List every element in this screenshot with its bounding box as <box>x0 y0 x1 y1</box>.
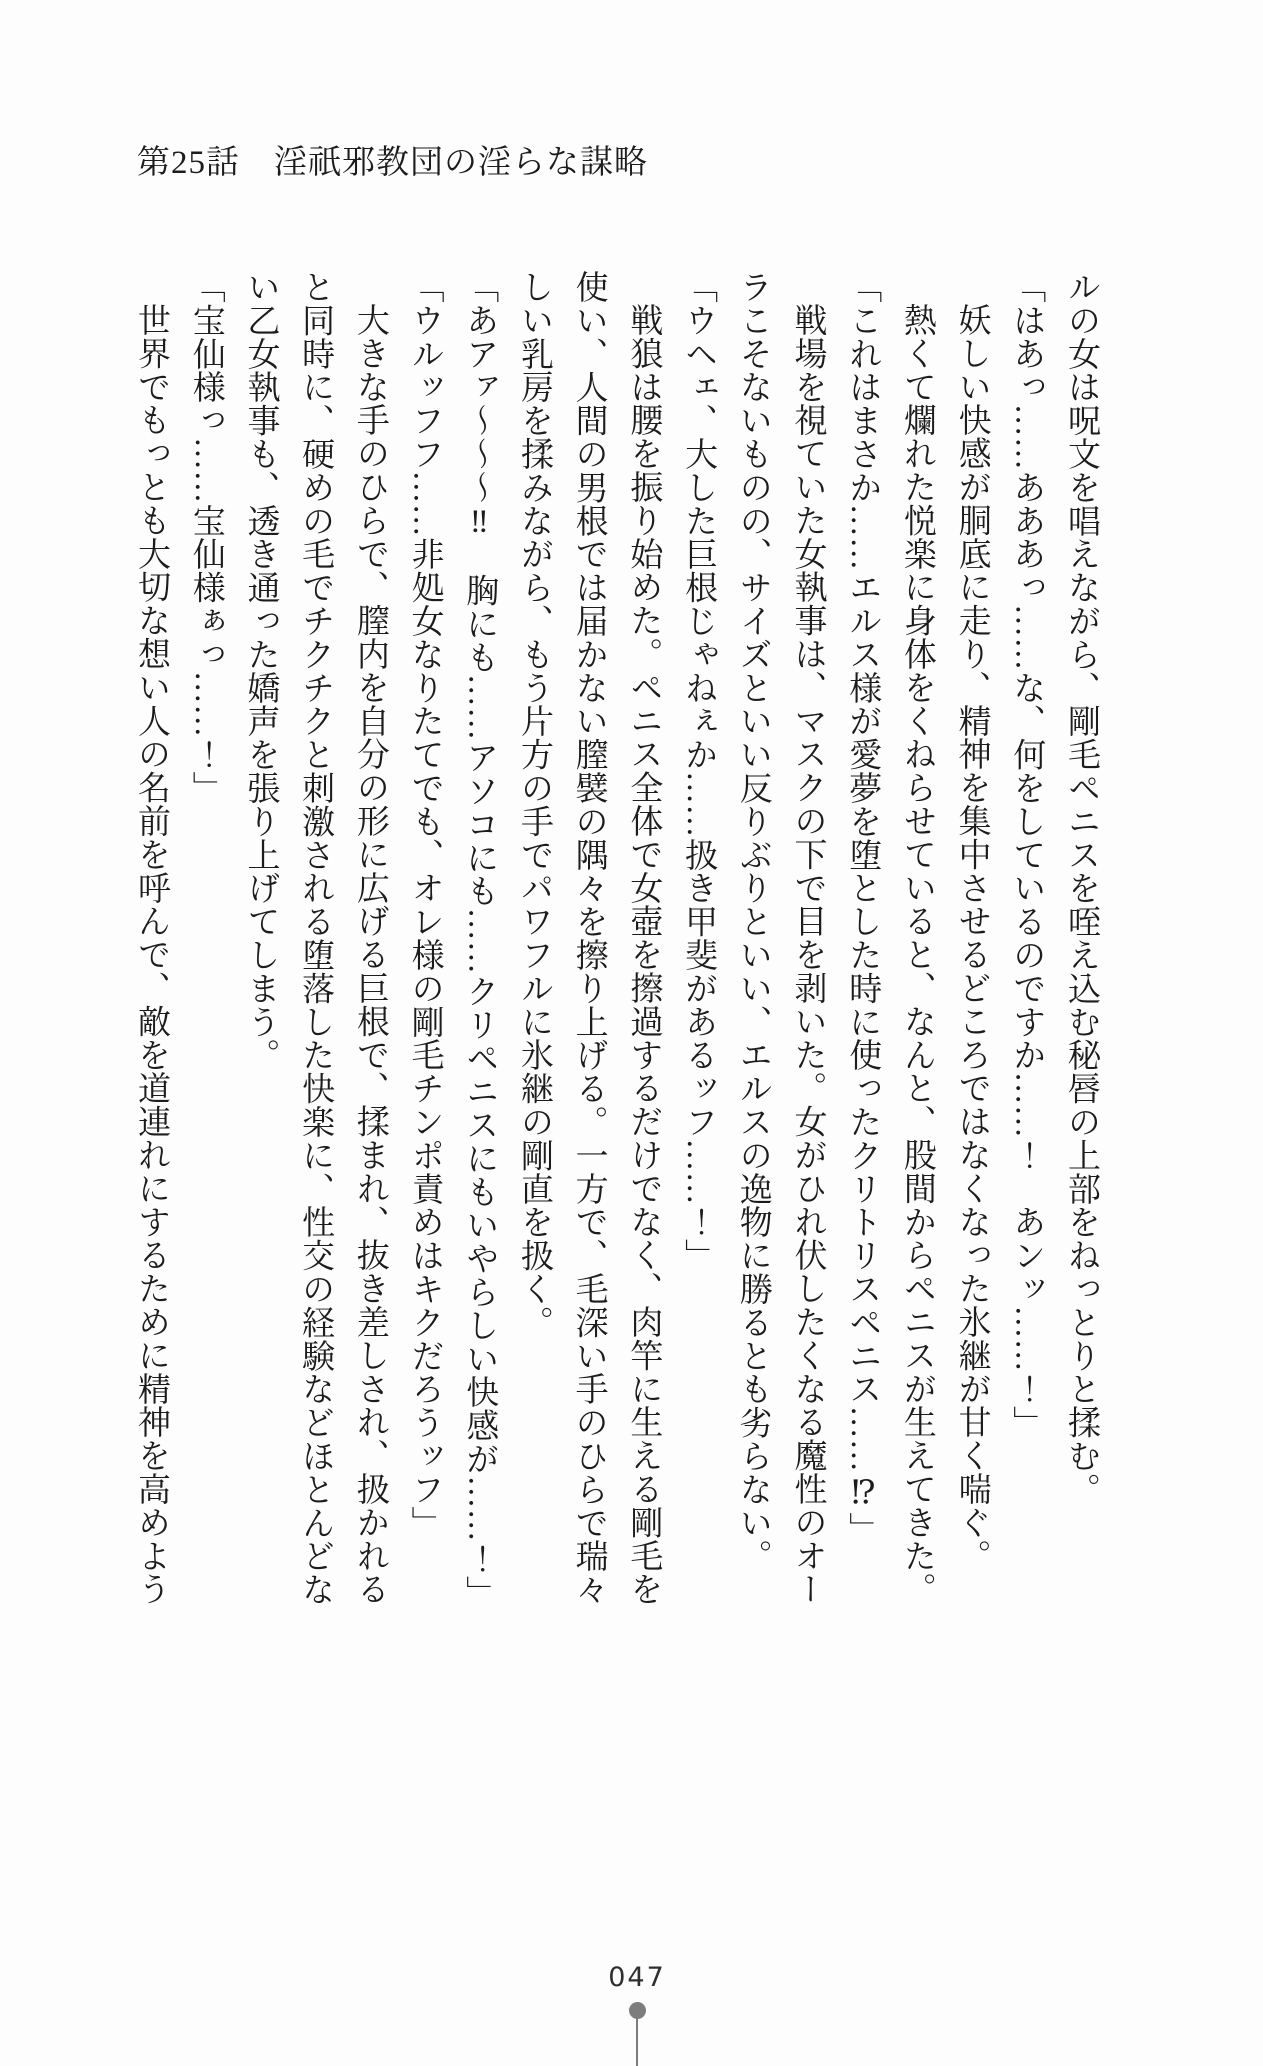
text-column: ラこそないものの、サイズといい反りぶりといい、エルスの逸物に勝るとも劣らない。 <box>734 270 771 1573</box>
text-column: い乙女執事も、透き通った嬌声を張り上げてしまう。 <box>242 270 279 1072</box>
chapter-heading: 第25話 淫祇邪教団の淫らな謀略 <box>137 145 648 181</box>
text-column: 世界でもっとも大切な想い人の名前を呼んで、敵を道連れにするために精神を高めよう <box>133 303 170 1606</box>
text-column: 使い、人間の男根では届かない膣襞の隅々を擦り上げる。一方で、毛深い手のひらで瑞々 <box>570 270 607 1606</box>
text-column: 「ウルッフフ……非処女なりたてでも、オレ様の剛毛チンポ責めはキクだろうッフ」 <box>406 270 443 1540</box>
page-number: 047 <box>608 1962 666 1993</box>
footer-line-ornament <box>636 2017 638 2066</box>
text-column: 戦場を視ていた女執事は、マスクの下で目を剥いた。女がひれ伏したくなる魔性のオー <box>789 303 826 1606</box>
text-column: しい乳房を揉みながら、もう片方の手でパワフルに氷継の剛直を扱く。 <box>515 270 552 1339</box>
text-column: 熱くて爛れた悦楽に身体をくねらせていると、なんと、股間からペニスが生えてきた。 <box>898 303 935 1606</box>
body-text <box>123 270 1108 1690</box>
text-column: 「はあっ……あああっ……な、何をしているのですか……！ あンッ……！」 <box>1008 270 1045 1439</box>
text-column: 妖しい快感が胴底に走り、精神を集中させるどころではなくなった氷継が甘く喘ぐ。 <box>953 303 990 1573</box>
text-column: ルの女は呪文を唱えながら、剛毛ペニスを咥え込む秘唇の上部をねっとりと揉む。 <box>1063 270 1099 1506</box>
text-column: 「宝仙様っ……宝仙様ぁっ……！」 <box>187 270 224 805</box>
text-column: 「あアァ～～～‼ 胸にも……アソコにも……クリペニスにもいやらしい快感が……！」 <box>461 270 498 1609</box>
text-column: と同時に、硬めの毛でチクチクと刺激される堕落した快楽に、性交の経験などほとんどな <box>297 270 334 1606</box>
text-column: 「ウヘェ、大した巨根じゃねぇか……扱き甲斐があるッフ……！」 <box>680 270 717 1272</box>
text-column: 戦狼は腰を振り始めた。ペニス全体で女壺を擦過するだけでなく、肉竿に生える剛毛を <box>625 303 662 1606</box>
text-column: 「これはまさか……エルス様が愛夢を堕とした時に使ったクリトリスペニス……⁉」 <box>844 270 881 1546</box>
text-column: 大きな手のひらで、膣内を自分の形に広げる巨根で、揉まれ、抜き差しされ、扱かれる <box>351 303 388 1606</box>
